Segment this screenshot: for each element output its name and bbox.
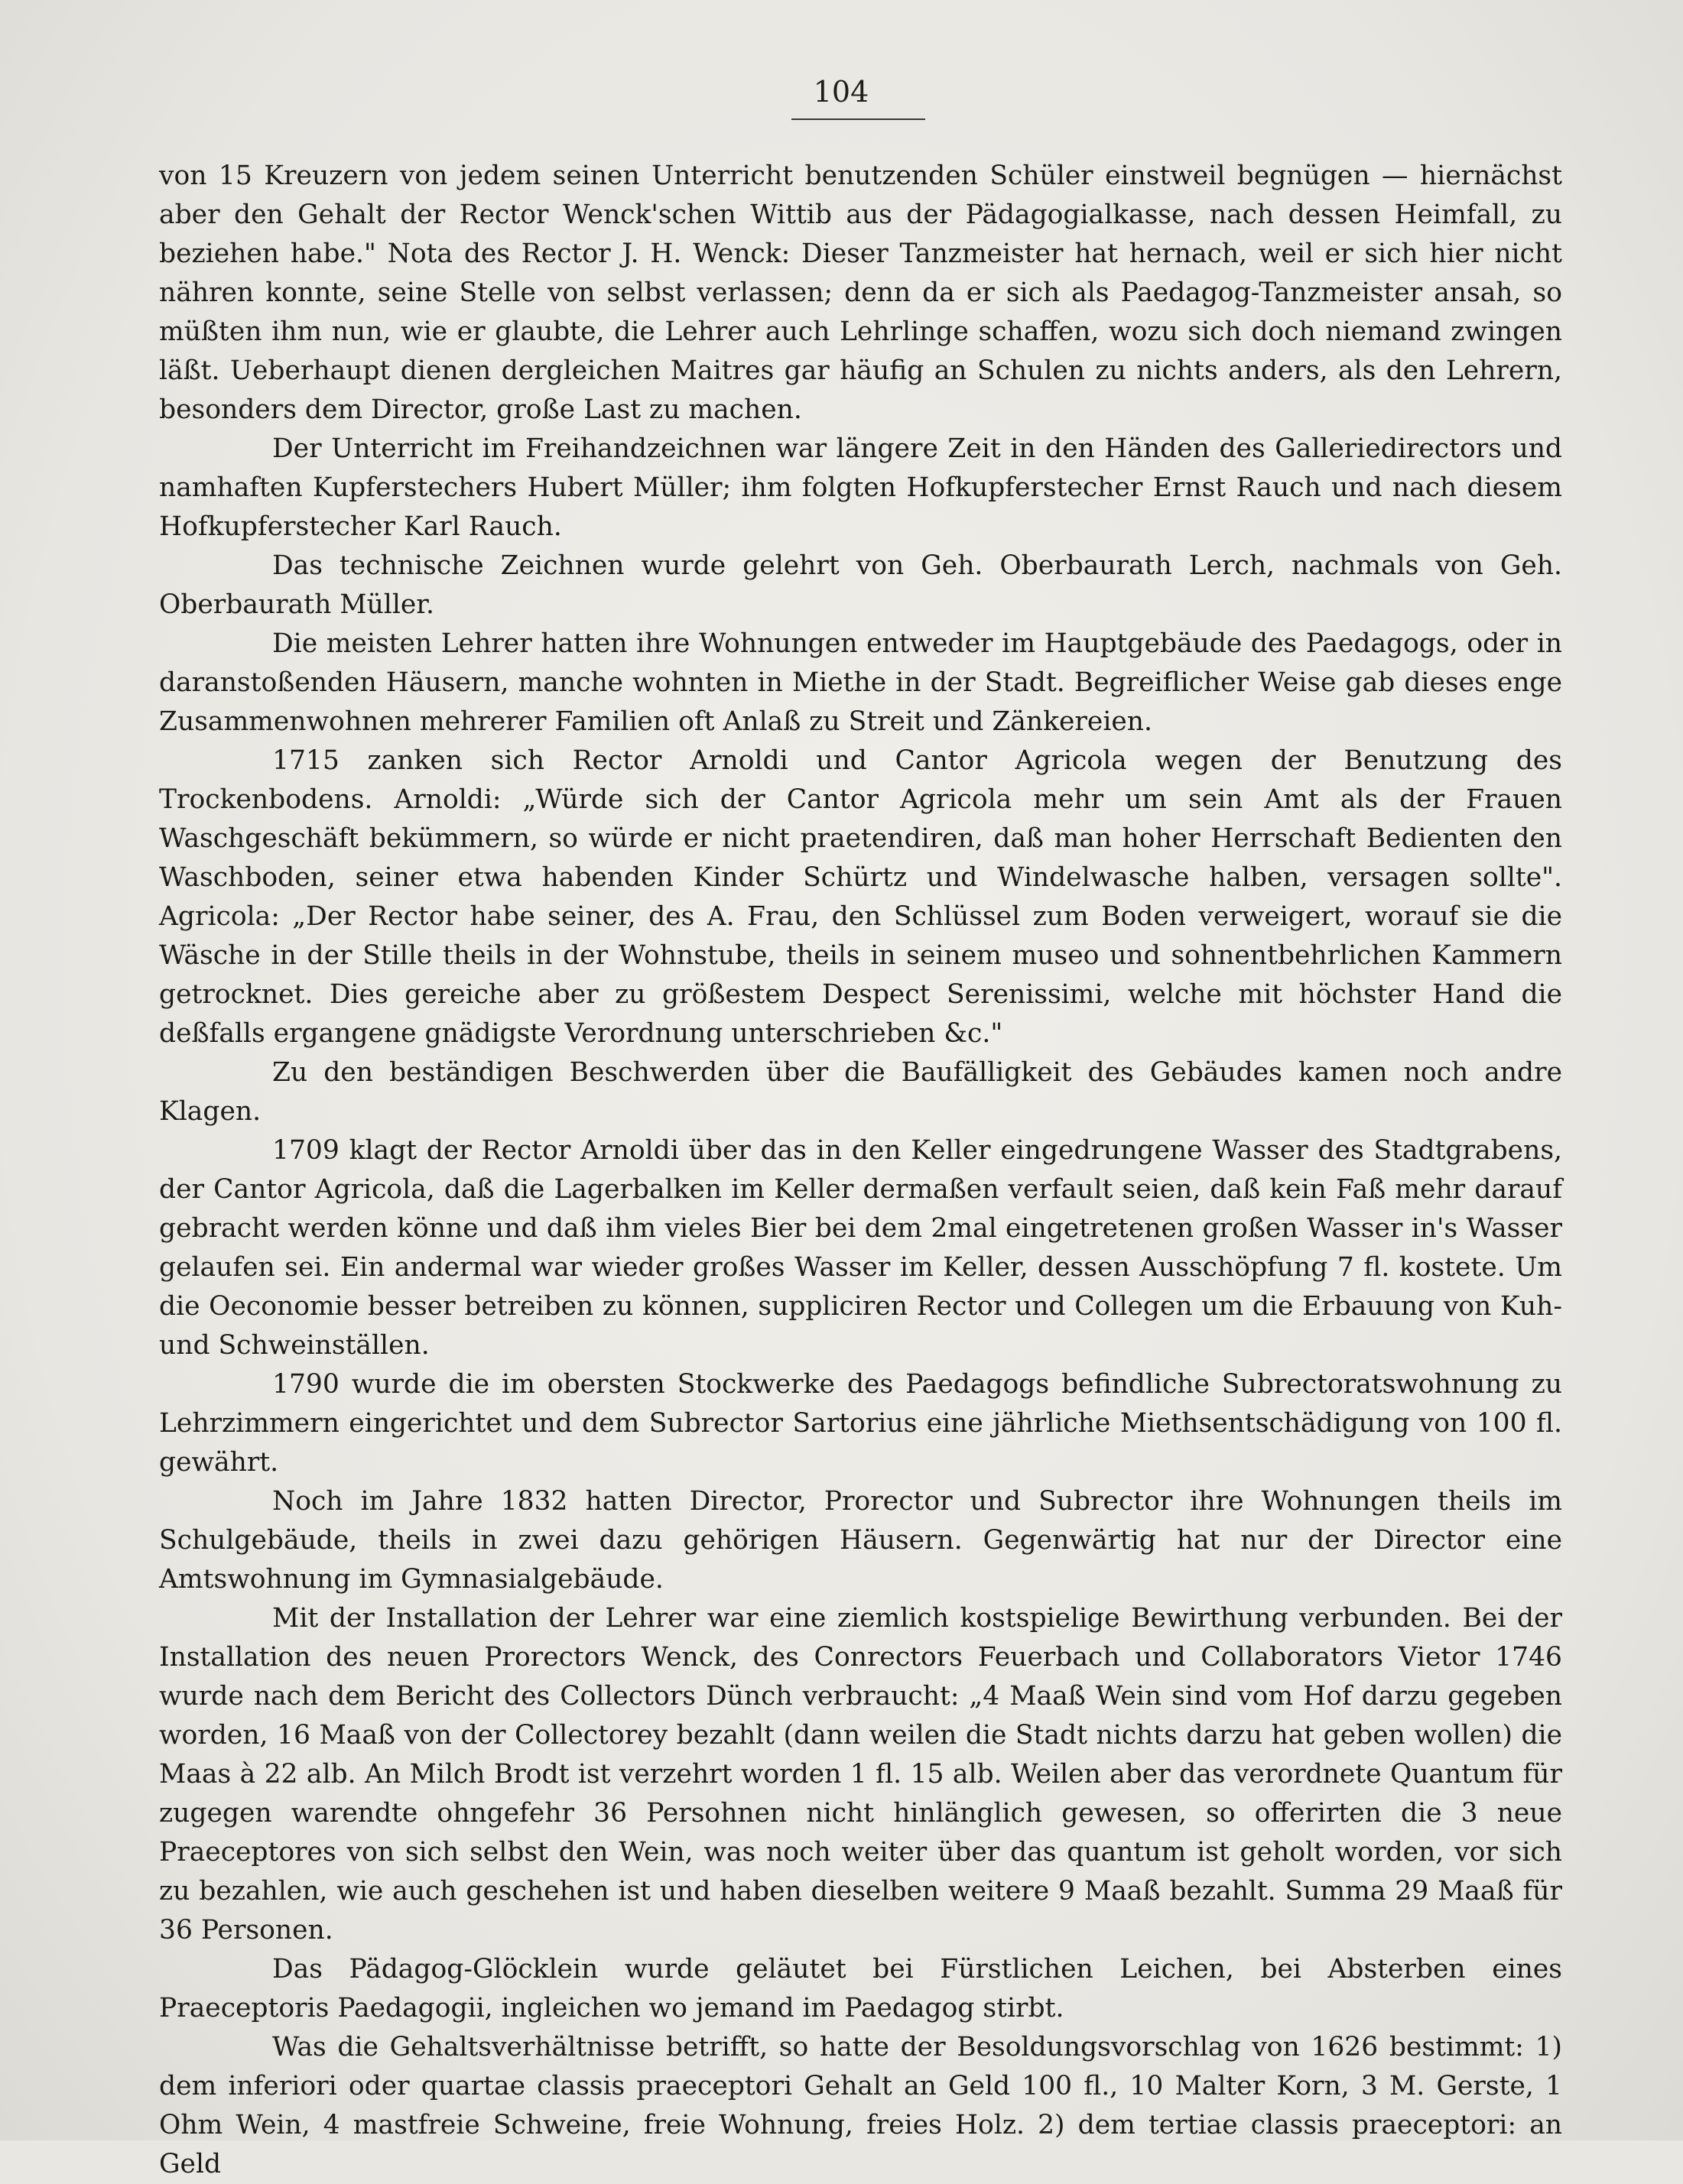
paragraph-gehaltsverhaeltnisse: Was die Gehaltsverhältnisse betrifft, so hatte der Besoldungsvorschlag von 1626 bestimmt: 1) dem inferiori oder quartae classis praeceptori Gehalt an Geld 100 fl., 10 Malter Korn, 3 M. Gerste, 1 Ohm Wein, 4 mastfreie Schweine, freie Wohnung, freies Holz. 2) dem tertiae classis praeceptori: an Geld (159, 2032, 1562, 2179)
paragraph-beschwerden: Zu den beständigen Beschwerden über die Baufälligkeit des Gebäudes kamen noch andre Klagen. (159, 1057, 1562, 1127)
body-text (159, 157, 1562, 2184)
paragraph-1832: Noch im Jahre 1832 hatten Director, Prorector und Subrector ihre Wohnungen theils im Schulgebäude, theils in zwei dazu gehörigen Häusern. Gegenwärtig hat nur der Director eine Amtswohnung im Gymnasialgebäude. (159, 1486, 1562, 1595)
paragraph-1709: 1709 klagt der Rector Arnoldi über das in den Keller eingedrungene Wasser des Stadtgrabens, der Cantor Agricola, daß die Lagerbalken im Keller dermaßen verfault seien, daß kein Faß mehr darauf gebracht werden könne und daß ihm vieles Bier bei dem 2mal eingetretenen großen Wasser in's Wasser gelaufen sei. Ein andermal war wieder großes Wasser im Keller, dessen Ausschöpfung 7 fl. kostete. Um die Oeconomie besser betreiben zu können, suppliciren Rector und Collegen um die Erbauung von Kuh- und Schweinställen. (159, 1135, 1562, 1361)
paragraph-technisches-zeichnen: Das technische Zeichnen wurde gelehrt von Geh. Oberbaurath Lerch, nachmals von Geh. Oberbaurath Müller. (159, 550, 1562, 620)
paragraph-tanzmeister: von 15 Kreuzern von jedem seinen Unterricht benutzenden Schüler einstweil begnügen — hiernächst aber den Gehalt der Rector Wenck'schen Wittib aus der Pädagogialkasse, nach dessen Heimfall, zu beziehen habe." Nota des Rector J. H. Wenck: Dieser Tanzmeister hat hernach, weil er sich hier nicht nähren konnte, seine Stelle von selbst verlassen; denn da er sich als Paedagog-Tanzmeister ansah, so müßten ihm nun, wie er glaubte, die Lehrer auch Lehrlinge schaffen, wozu sich doch niemand zwingen läßt. Ueberhaupt dienen dergleichen Maitres gar häufig an Schulen zu nichts anders, als den Lehrern, besonders dem Director, große Last zu machen. (159, 161, 1562, 425)
page-number-rule (791, 118, 925, 120)
paragraph-installation: Mit der Installation der Lehrer war eine ziemlich kostspielige Bewirthung verbunden. Bei der Installation des neuen Prorectors Wenck, des Conrectors Feuerbach und Collaborators Vietor 1746 wurde nach dem Bericht des Collectors Dünch verbraucht: „4 Maaß Wein sind vom Hof darzu gegeben worden, 16 Maaß von der Collectorey bezahlt (dann weilen die Stadt nichts darzu hat geben wollen) die Maas à 22 alb. An Milch Brodt ist verzehrt worden 1 fl. 15 alb. Weilen aber das verordnete Quantum für zugegen warendte ohngefehr 36 Persohnen nicht hinlänglich gewesen, so offerirten die 3 neue Praeceptores von sich selbst den Wein, was noch weiter über das quantum ist geholt worden, vor sich zu bezahlen, wie auch geschehen ist und haben dieselben weitere 9 Maaß bezahlt. Summa 29 Maaß für 36 Personen. (159, 1603, 1562, 1945)
page-number: 104 (813, 75, 869, 109)
paragraph-freihandzeichnen: Der Unterricht im Freihandzeichnen war längere Zeit in den Händen des Galleriedirectors und namhaften Kupferstechers Hubert Müller; ihm folgten Hofkupferstecher Ernst Rauch und nach diesem Hofkupferstecher Karl Rauch. (159, 433, 1562, 542)
paragraph-1790: 1790 wurde die im obersten Stockwerke des Paedagogs befindliche Subrectoratswohnung zu Lehrzimmern eingerichtet und dem Subrector Sartorius eine jährliche Miethsentschädigung von 100 fl. gewährt. (159, 1369, 1562, 1478)
paragraph-1715: 1715 zanken sich Rector Arnoldi und Cantor Agricola wegen der Benutzung des Trockenbodens. Arnoldi: „Würde sich der Cantor Agricola mehr um sein Amt als der Frauen Waschgeschäft bekümmern, so würde er nicht praetendiren, daß man hoher Herrschaft Bedienten den Waschboden, seiner etwa habenden Kinder Schürtz und Windelwasche halben, versagen sollte". Agricola: „Der Rector habe seiner, des A. Frau, den Schlüssel zum Boden verweigert, worauf sie die Wäsche in der Stille theils in der Wohnstube, theils in seinem museo und sohnentbehrlichen Kammern getrocknet. Dies gereiche aber zu größestem Despect Serenissimi, welche mit höchster Hand die deßfalls ergangene gnädigste Verordnung unterschrieben &c." (159, 745, 1562, 1049)
paragraph-wohnungen: Die meisten Lehrer hatten ihre Wohnungen entweder im Hauptgebäude des Paedagogs, oder in daranstoßenden Häusern, manche wohnten in Miethe in der Stadt. Begreiflicher Weise gab dieses enge Zusammenwohnen mehrerer Familien oft Anlaß zu Streit und Zänkereien. (159, 628, 1562, 737)
paragraph-gloecklein: Das Pädagog-Glöcklein wurde geläutet bei Fürstlichen Leichen, bei Absterben eines Praeceptoris Paedagogii, ingleichen wo jemand im Paedagog stirbt. (159, 1954, 1562, 2023)
